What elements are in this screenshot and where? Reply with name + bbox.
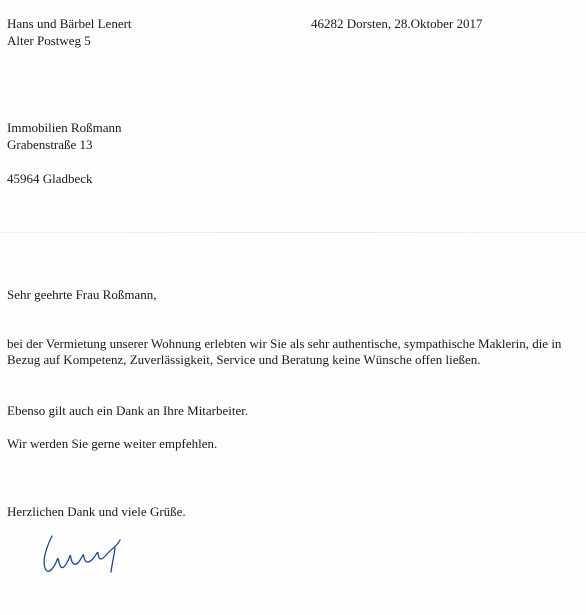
- handwritten-signature: [38, 528, 138, 578]
- place-date: 46282 Dorsten, 28.Oktober 2017: [311, 16, 483, 31]
- recipient-city: 45964 Gladbeck: [7, 171, 93, 186]
- body-paragraph-3: Wir werden Sie gerne weiter empfehlen.: [7, 436, 218, 451]
- closing: Herzlichen Dank und viele Grüße.: [7, 504, 186, 519]
- salutation: Sehr geehrte Frau Roßmann,: [7, 287, 157, 302]
- sender-name: Hans und Bärbel Lenert: [7, 16, 132, 31]
- body-paragraph-1: bei der Vermietung unserer Wohnung erlebten wir Sie als sehr authentische, sympathische Maklerin, die in Bezug auf Kompetenz, Zuverlässigkeit, Service und Beratung keine Wünsche offen ließen.: [7, 336, 562, 367]
- recipient-street: Grabenstraße 13: [7, 137, 93, 152]
- fold-line: [0, 232, 586, 233]
- sender-street: Alter Postweg 5: [7, 33, 91, 48]
- body-paragraph-2: Ebenso gilt auch ein Dank an Ihre Mitarbeiter.: [7, 403, 249, 418]
- recipient-company: Immobilien Roßmann: [7, 120, 122, 135]
